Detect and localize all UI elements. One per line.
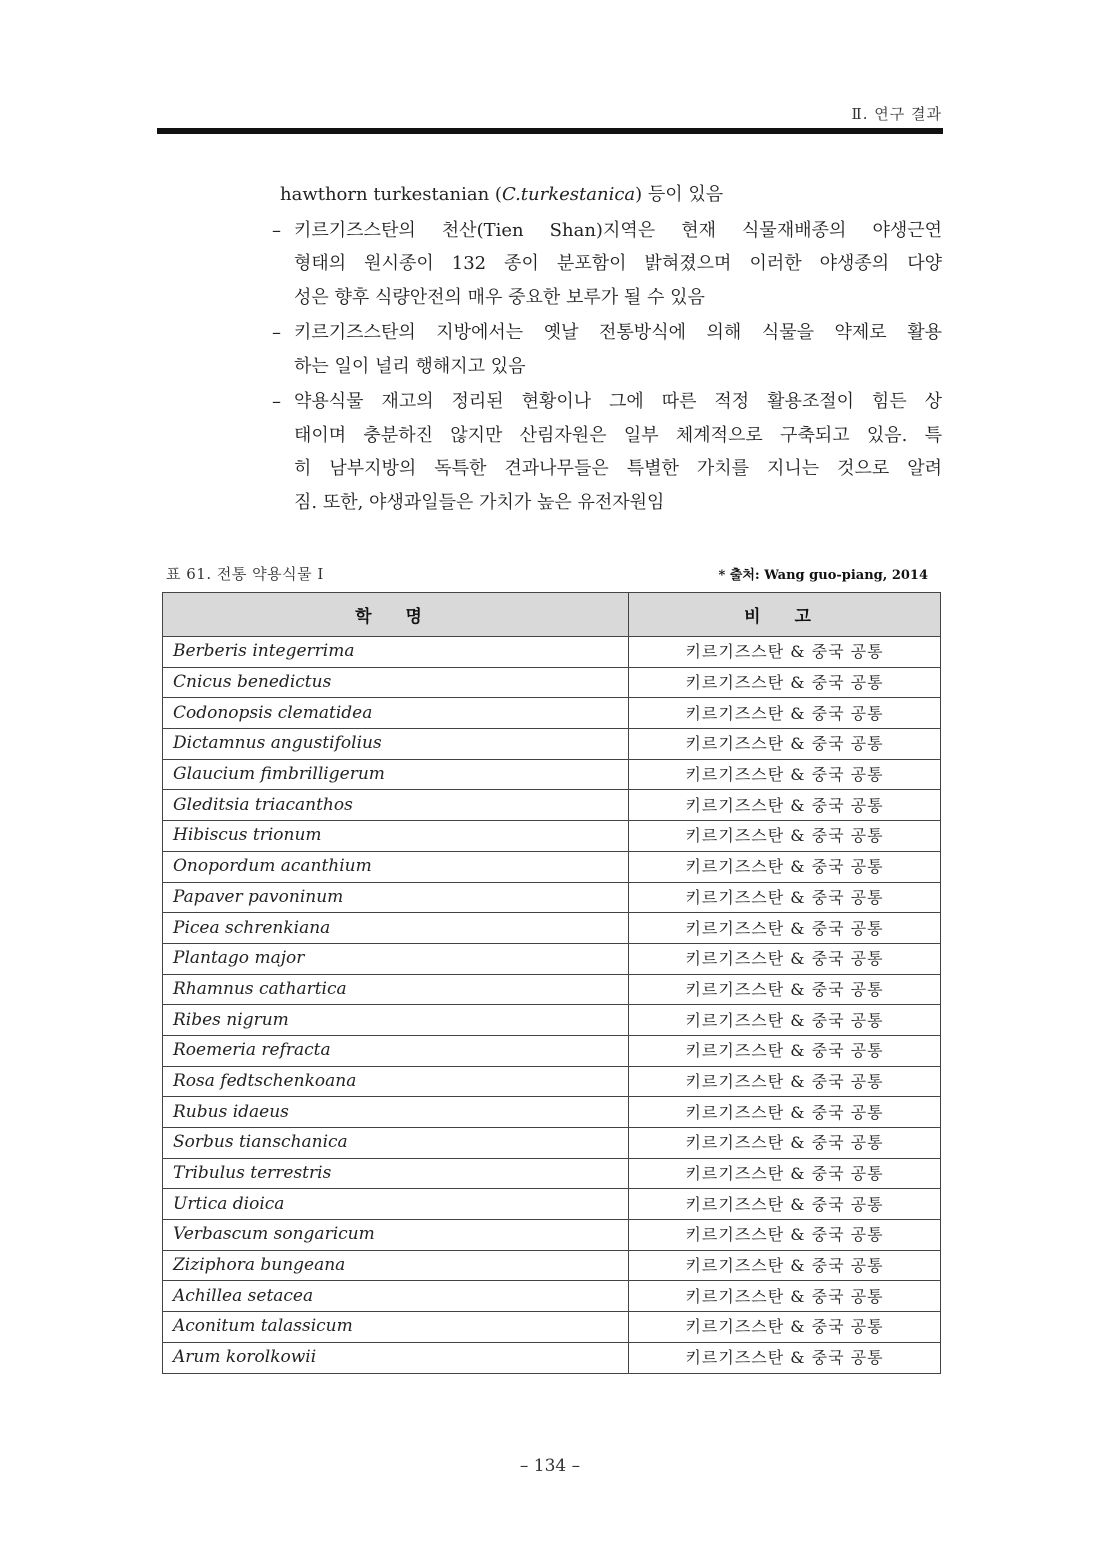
remarks-cell: 키르기즈스탄 & 중국 공통 xyxy=(629,790,941,821)
bullet-item xyxy=(272,214,942,315)
bullet-line: 하는 일이 널리 행해지고 있음 xyxy=(294,355,526,377)
bullet-item xyxy=(272,385,942,519)
remarks-cell: 키르기즈스탄 & 중국 공통 xyxy=(629,729,941,760)
scientific-name-cell: Codonopsis clematidea xyxy=(163,698,629,729)
table-row xyxy=(163,821,941,852)
table-row xyxy=(163,1342,941,1373)
scientific-name-cell: Tribulus terrestris xyxy=(163,1158,629,1189)
scientific-name-cell: Rubus idaeus xyxy=(163,1097,629,1128)
remarks-cell: 키르기즈스탄 & 중국 공통 xyxy=(629,1281,941,1312)
running-head: Ⅱ. 연구 결과 xyxy=(851,105,942,123)
body-text xyxy=(272,178,942,519)
table-row xyxy=(163,759,941,790)
header-rule xyxy=(157,128,943,134)
scientific-name-cell: Hibiscus trionum xyxy=(163,821,629,852)
table-row xyxy=(163,974,941,1005)
remarks-cell: 키르기즈스탄 & 중국 공통 xyxy=(629,698,941,729)
scientific-name-cell: Achillea setacea xyxy=(163,1281,629,1312)
bullet-text xyxy=(294,316,942,383)
table-row xyxy=(163,1312,941,1343)
remarks-cell: 키르기즈스탄 & 중국 공통 xyxy=(629,759,941,790)
remarks-cell: 키르기즈스탄 & 중국 공통 xyxy=(629,851,941,882)
species-name: C.turkestanica xyxy=(501,184,636,205)
remarks-cell: 키르기즈스탄 & 중국 공통 xyxy=(629,1005,941,1036)
bullet-item xyxy=(272,316,942,383)
scientific-name-cell: Picea schrenkiana xyxy=(163,913,629,944)
remarks-cell: 키르기즈스탄 & 중국 공통 xyxy=(629,1128,941,1159)
table-row xyxy=(163,1220,941,1251)
bullet-text xyxy=(294,385,942,519)
continued-line-text: hawthorn turkestanian ( xyxy=(280,184,502,205)
scientific-name-cell: Cnicus benedictus xyxy=(163,667,629,698)
table-row xyxy=(163,1281,941,1312)
remarks-cell: 키르기즈스탄 & 중국 공통 xyxy=(629,943,941,974)
table-row xyxy=(163,698,941,729)
remarks-cell: 키르기즈스탄 & 중국 공통 xyxy=(629,1312,941,1343)
table-row xyxy=(163,913,941,944)
table-body xyxy=(163,637,941,1374)
table-row xyxy=(163,882,941,913)
remarks-cell: 키르기즈스탄 & 중국 공통 xyxy=(629,1066,941,1097)
table-row xyxy=(163,943,941,974)
scientific-name-cell: Rosa fedtschenkoana xyxy=(163,1066,629,1097)
scientific-name-cell: Verbascum songaricum xyxy=(163,1220,629,1251)
remarks-cell: 키르기즈스탄 & 중국 공통 xyxy=(629,1220,941,1251)
remarks-cell: 키르기즈스탄 & 중국 공통 xyxy=(629,1189,941,1220)
table-row xyxy=(163,790,941,821)
column-header-scientific-name: 학 명 xyxy=(163,593,629,637)
remarks-cell: 키르기즈스탄 & 중국 공통 xyxy=(629,913,941,944)
page-number: – 134 – xyxy=(519,1456,581,1476)
table-row xyxy=(163,729,941,760)
bullet-line: 키르기즈스탄의 지방에서는 옛날 전통방식에 의해 식물을 약제로 활용 xyxy=(294,322,942,343)
scientific-name-cell: Aconitum talassicum xyxy=(163,1312,629,1343)
scientific-name-cell: Gleditsia triacanthos xyxy=(163,790,629,821)
remarks-cell: 키르기즈스탄 & 중국 공통 xyxy=(629,1097,941,1128)
table-row xyxy=(163,637,941,668)
bullet-dash: – xyxy=(272,322,281,343)
bullet-dash: – xyxy=(272,219,281,241)
bullet-text xyxy=(294,214,942,315)
remarks-cell: 키르기즈스탄 & 중국 공통 xyxy=(629,1158,941,1189)
remarks-cell: 키르기즈스탄 & 중국 공통 xyxy=(629,1342,941,1373)
table-caption: 표 61. 전통 약용식물 I xyxy=(166,565,324,583)
table-row xyxy=(163,1128,941,1159)
scientific-name-cell: Urtica dioica xyxy=(163,1189,629,1220)
scientific-name-cell: Onopordum acanthium xyxy=(163,851,629,882)
scientific-name-cell: Papaver pavoninum xyxy=(163,882,629,913)
bullet-line: 짐. 또한, 야생과일들은 가치가 높은 유전자원임 xyxy=(294,491,665,513)
table-row xyxy=(163,667,941,698)
table-row xyxy=(163,1066,941,1097)
scientific-name-cell: Glaucium fimbrilligerum xyxy=(163,759,629,790)
bullet-line: 태이며 충분하진 않지만 산림자원은 일부 체계적으로 구축되고 있음. 특 xyxy=(294,424,942,446)
scientific-name-cell: Sorbus tianschanica xyxy=(163,1128,629,1159)
table-row xyxy=(163,1189,941,1220)
table-row xyxy=(163,1005,941,1036)
remarks-cell: 키르기즈스탄 & 중국 공통 xyxy=(629,882,941,913)
table-row xyxy=(163,1035,941,1066)
scientific-name-cell: Rhamnus cathartica xyxy=(163,974,629,1005)
scientific-name-cell: Berberis integerrima xyxy=(163,637,629,668)
remarks-cell: 키르기즈스탄 & 중국 공통 xyxy=(629,974,941,1005)
table-row xyxy=(163,1158,941,1189)
scientific-name-cell: Ziziphora bungeana xyxy=(163,1250,629,1281)
bullet-line: 히 남부지방의 독특한 견과나무들은 특별한 가치를 지니는 것으로 알려 xyxy=(294,458,942,479)
bullet-line: 키르기즈스탄의 천산(Tien Shan)지역은 현재 식물재배종의 야생근연 xyxy=(294,219,942,241)
remarks-cell: 키르기즈스탄 & 중국 공통 xyxy=(629,1035,941,1066)
scientific-name-cell: Ribes nigrum xyxy=(163,1005,629,1036)
table-source: * 출처: Wang guo-piang, 2014 xyxy=(718,568,928,583)
remarks-cell: 키르기즈스탄 & 중국 공통 xyxy=(629,637,941,668)
bullet-line: 성은 향후 식량안전의 매우 중요한 보루가 될 수 있음 xyxy=(294,286,705,308)
medicinal-plants-table xyxy=(162,592,941,1374)
column-header-remarks: 비 고 xyxy=(629,593,941,637)
table-header-row xyxy=(163,593,941,637)
scientific-name-cell: Roemeria refracta xyxy=(163,1035,629,1066)
bullet-dash: – xyxy=(272,391,281,412)
table-row xyxy=(163,1097,941,1128)
continued-line-end: ) 등이 있음 xyxy=(635,184,724,205)
remarks-cell: 키르기즈스탄 & 중국 공통 xyxy=(629,667,941,698)
continued-line xyxy=(272,178,942,212)
bullet-line: 약용식물 재고의 정리된 현황이나 그에 따른 적정 활용조절이 힘든 상 xyxy=(294,391,942,412)
scientific-name-cell: Arum korolkowii xyxy=(163,1342,629,1373)
table-row xyxy=(163,1250,941,1281)
bullet-line: 형태의 원시종이 132 종이 분포함이 밝혀졌으며 이러한 야생종의 다양 xyxy=(294,253,942,274)
remarks-cell: 키르기즈스탄 & 중국 공통 xyxy=(629,1250,941,1281)
scientific-name-cell: Dictamnus angustifolius xyxy=(163,729,629,760)
remarks-cell: 키르기즈스탄 & 중국 공통 xyxy=(629,821,941,852)
scientific-name-cell: Plantago major xyxy=(163,943,629,974)
table-row xyxy=(163,851,941,882)
